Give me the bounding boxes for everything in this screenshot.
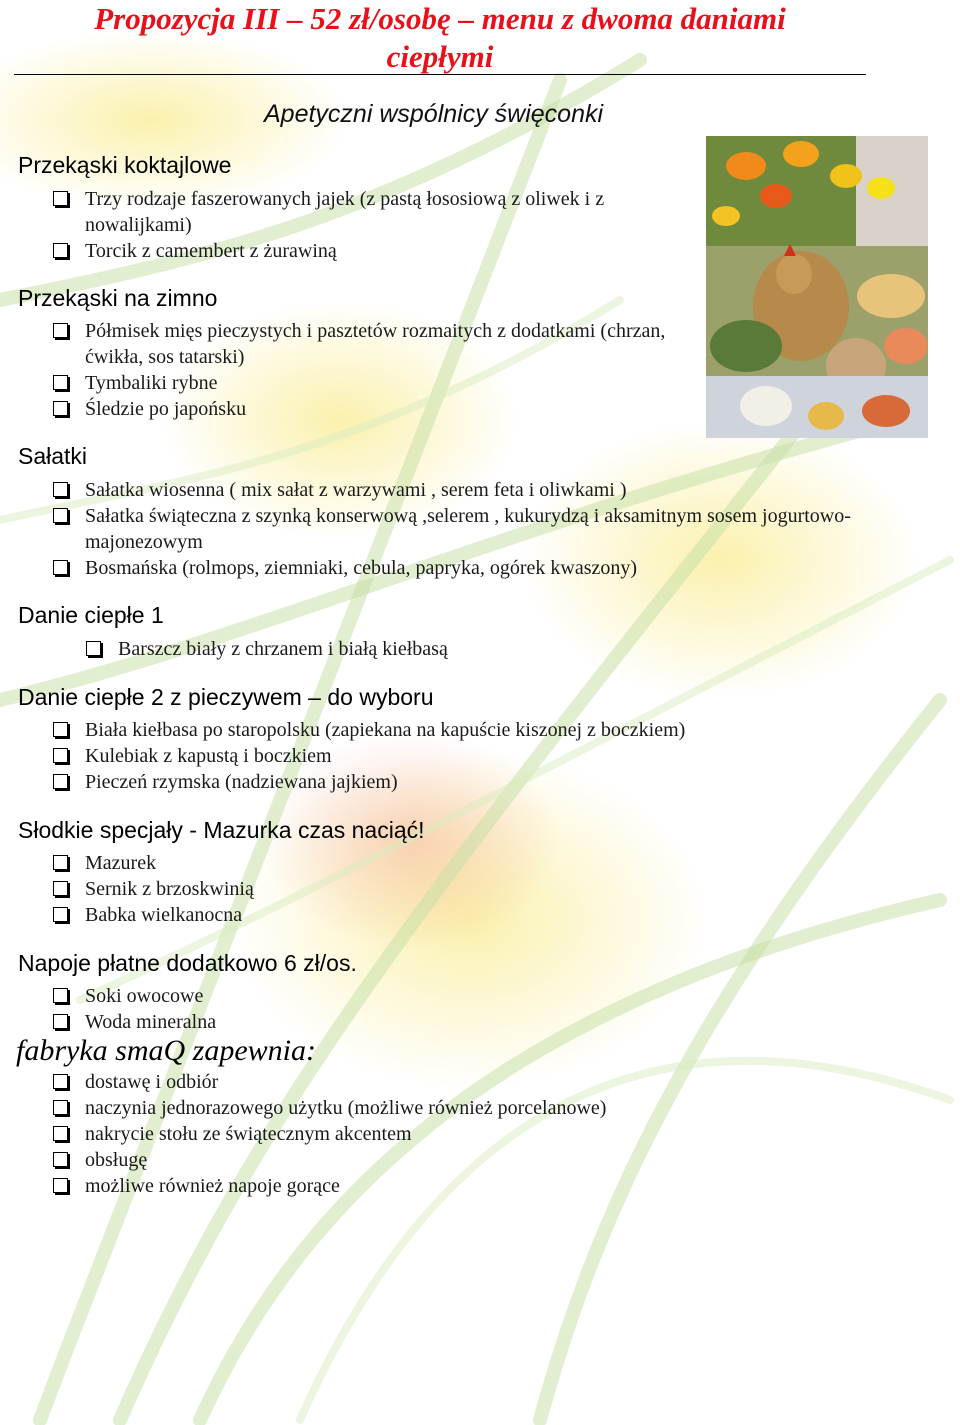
list-item: Babka wielkanocna — [53, 902, 893, 928]
checkbox-bullet-icon — [53, 855, 68, 870]
list-item: Kulebiak z kapustą i boczkiem — [53, 743, 893, 769]
checkbox-bullet-icon — [53, 774, 68, 789]
item-list — [53, 186, 693, 264]
list-item: Biała kiełbasa po staropolsku (zapiekana na kapuście kiszonej z boczkiem) — [53, 717, 893, 743]
item-list — [53, 1069, 893, 1199]
section-heading: Danie ciepłe 2 z pieczywem – do wyboru — [18, 684, 434, 710]
list-item: Woda mineralna — [53, 1009, 893, 1035]
list-item: Mazurek — [53, 850, 893, 876]
section-heading: Napoje płatne dodatkowo 6 zł/os. — [18, 950, 357, 976]
item-list — [86, 636, 886, 662]
list-item: nakrycie stołu ze świątecznym akcentem — [53, 1121, 893, 1147]
section-heading: Danie ciepłe 1 — [18, 602, 164, 628]
checkbox-bullet-icon — [53, 907, 68, 922]
checkbox-bullet-icon — [53, 560, 68, 575]
offer-title: Propozycja III – 52 zł/osobę – menu z dwoma daniami ciepłymi — [94, 1, 786, 74]
list-item: Trzy rodzaje faszerowanych jajek (z pastą łososiową z oliwek i z nowalijkami) — [53, 186, 693, 238]
checkbox-bullet-icon — [53, 191, 68, 206]
list-item: naczynia jednorazowego użytku (możliwe również porcelanowe) — [53, 1095, 893, 1121]
section-heading: Sałatki — [18, 443, 88, 469]
checkbox-bullet-icon — [53, 243, 68, 258]
checkbox-bullet-icon — [53, 482, 68, 497]
checkbox-bullet-icon — [53, 881, 68, 896]
checkbox-bullet-icon — [53, 748, 68, 763]
section-heading: Przekąski koktajlowe — [18, 152, 232, 178]
checkbox-bullet-icon — [53, 508, 68, 523]
item-list — [53, 318, 693, 422]
checkbox-bullet-icon — [53, 1014, 68, 1029]
list-item: Sałatka wiosenna ( mix sałat z warzywami , serem feta i oliwkami ) — [53, 477, 893, 503]
list-item: dostawę i odbiór — [53, 1069, 893, 1095]
checkbox-bullet-icon — [53, 1152, 68, 1167]
checkbox-bullet-icon — [53, 988, 68, 1003]
checkbox-bullet-icon — [53, 1100, 68, 1115]
list-item: Torcik z camembert z żurawiną — [53, 238, 693, 264]
list-item: Sernik z brzoskwinią — [53, 876, 893, 902]
item-list — [53, 850, 893, 928]
section-heading: Słodkie specjały - Mazurka czas naciąć! — [18, 817, 425, 843]
list-item: Barszcz biały z chrzanem i białą kiełbasą — [86, 636, 886, 662]
section-heading: Przekąski na zimno — [18, 285, 218, 311]
section-heading: fabryka smaQ zapewnia: — [16, 1034, 316, 1067]
checkbox-bullet-icon — [53, 1126, 68, 1141]
list-item: Tymbaliki rybne — [53, 370, 693, 396]
item-list — [53, 477, 893, 581]
item-list — [53, 717, 893, 795]
list-item: Sałatka świąteczna z szynką konserwową ,selerem , kukurydzą i aksamitnym sosem jogurtowo-majonezowym — [53, 503, 893, 555]
list-item: Półmisek mięs pieczystych i pasztetów rozmaitych z dodatkami (chrzan, ćwikła, sos tatarski) — [53, 318, 693, 370]
list-item: możliwe również napoje gorące — [53, 1173, 893, 1199]
checkbox-bullet-icon — [53, 323, 68, 338]
offer-subtitle: Apetyczni wspólnicy święconki — [264, 100, 604, 128]
checkbox-bullet-icon — [53, 722, 68, 737]
list-item: Bosmańska (rolmops, ziemniaki, cebula, papryka, ogórek kwaszony) — [53, 555, 893, 581]
checkbox-bullet-icon — [53, 401, 68, 416]
title-divider — [14, 74, 866, 75]
list-item: obsługę — [53, 1147, 893, 1173]
checkbox-bullet-icon — [53, 1074, 68, 1089]
list-item: Soki owocowe — [53, 983, 893, 1009]
list-item: Śledzie po japońsku — [53, 396, 693, 422]
item-list — [53, 983, 893, 1035]
checkbox-bullet-icon — [86, 641, 101, 656]
checkbox-bullet-icon — [53, 375, 68, 390]
list-item: Pieczeń rzymska (nadziewana jajkiem) — [53, 769, 893, 795]
easter-table-photo — [706, 136, 928, 438]
checkbox-bullet-icon — [53, 1178, 68, 1193]
